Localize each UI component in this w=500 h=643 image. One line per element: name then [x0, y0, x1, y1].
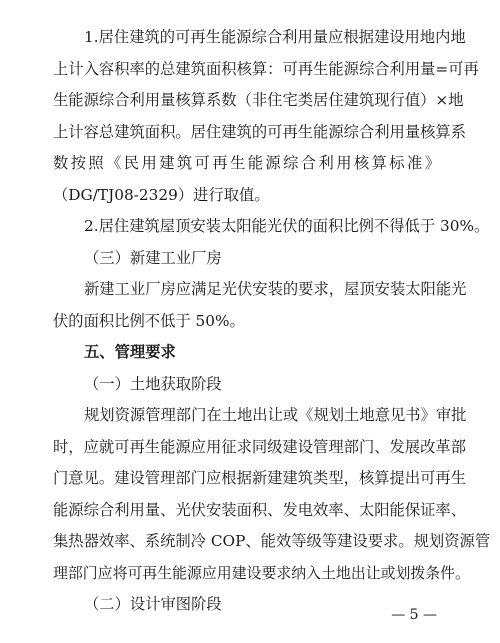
body-text-line: 伏的面积比例不低于 50%。 — [53, 311, 245, 330]
body-text-line: 上计容总建筑面积。居住建筑的可再生能源综合利用量核算系 — [53, 122, 467, 141]
body-text-line: 1.居住建筑的可再生能源综合利用量应根据建设用地内地 — [84, 28, 466, 46]
body-text-line: 上计入容积率的总建筑面积核算：可再生能源综合利用量=可再 — [53, 59, 479, 78]
body-text-line: 理部门应将可再生能源应用建设要求纳入土地出让或划拨条件。 — [53, 563, 470, 582]
body-text-line: 能源综合利用量、光伏安装面积、发电效率、太阳能保证率、 — [53, 500, 467, 519]
section-subheading: （二）设计审图阶段 — [84, 595, 222, 613]
section-subheading: （一）土地获取阶段 — [84, 374, 222, 393]
body-text-line: 新建工业厂房应满足光伏安装的要求，屋顶安装太阳能光 — [84, 280, 467, 298]
body-text-line: 生能源综合利用量核算系数（非住宅类居住建筑现行值）×地 — [53, 91, 464, 109]
section-subheading: （三）新建工业厂房 — [84, 248, 222, 267]
section-heading: 五、管理要求 — [84, 343, 176, 361]
body-text-line: 时，应就可再生能源应用征求同级建设管理部门、发展改革部 — [53, 437, 467, 456]
body-text-line: 集热器效率、系统制冷 COP、能效等级等建设要求。规划资源管 — [53, 532, 491, 550]
page-number: — 5 — — [391, 607, 437, 623]
body-text-line: 规划资源管理部门在土地出让或《规划土地意见书》审批 — [84, 406, 467, 424]
body-text-line: 2.居住建筑屋顶安装太阳能光伏的面积比例不得低于 30%。 — [84, 217, 490, 235]
body-text-line: 数按照《民用建筑可再生能源综合利用核算标准》 — [53, 154, 440, 172]
body-text-line: 门意见。建设管理部门应根据新建建筑类型，核算提出可再生 — [53, 469, 467, 487]
body-text-line: （DG/TJ08-2329）进行取值。 — [53, 185, 270, 204]
